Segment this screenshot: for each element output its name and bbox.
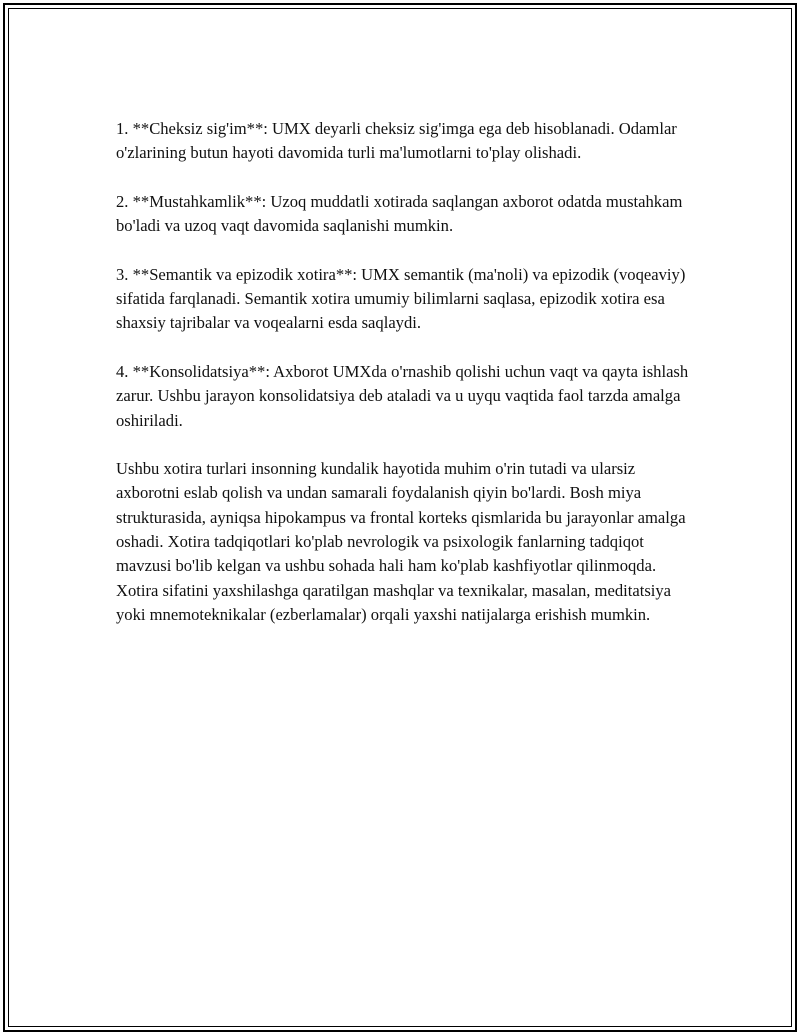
list-item-semantic-episodic: 3. **Semantik va epizodik xotira**: UMX semantik (ma'noli) va epizodik (voqeaviy) sifatida farqlanadi. Semantik xotira umumiy bilimlarni saqlasa, epizodik xotira esa shaxsiy tajribalar va voqealarni esda saqlaydi. <box>116 264 686 333</box>
list-item-durability: 2. **Mustahkamlik**: Uzoq muddatli xotirada saqlangan axborot odatda mustahkam bo'ladi va uzoq vaqt davomida saqlanishi mumkin. <box>116 191 683 236</box>
list-item-capacity: 1. **Cheksiz sig'im**: UMX deyarli cheksiz sig'imga ega deb hisoblanadi. Odamlar o'zlarining butun hayoti davomida turli ma'lumotlarni to'play olishadi. <box>116 119 677 163</box>
document-body <box>116 117 696 652</box>
list-item-consolidation: 4. **Konsolidatsiya**: Axborot UMXda o'rnashib qolishi uchun vaqt va qayta ishlash zarur. Ushbu jarayon konsolidatsiya deb ataladi va u uyqu vaqtida faol tarzda amalga oshiriladi. <box>116 361 689 430</box>
summary-paragraph: Ushbu xotira turlari insonning kundalik hayotida muhim o'rin tutadi va ularsiz axborotni eslab qolish va undan samarali foydalanish qiyin bo'lardi. Bosh miya strukturasida, ayniqsa hipokampus va frontal korteks qismlarida bu jarayonlar amalga oshadi. Xotira tadqiqotlari ko'plab nevrologik va psixologik fanlarning tadqiqot mavzusi bo'lib kelgan va ushbu sohada hali ham ko'plab kashfiyotlar qilinmoqda. Xotira sifatini yaxshilashga qaratilgan mashqlar va texnikalar, masalan, meditatsiya yoki mnemoteknikalar (ezberlamalar) orqali yaxshi natijalarga erishish mumkin. <box>116 459 686 624</box>
